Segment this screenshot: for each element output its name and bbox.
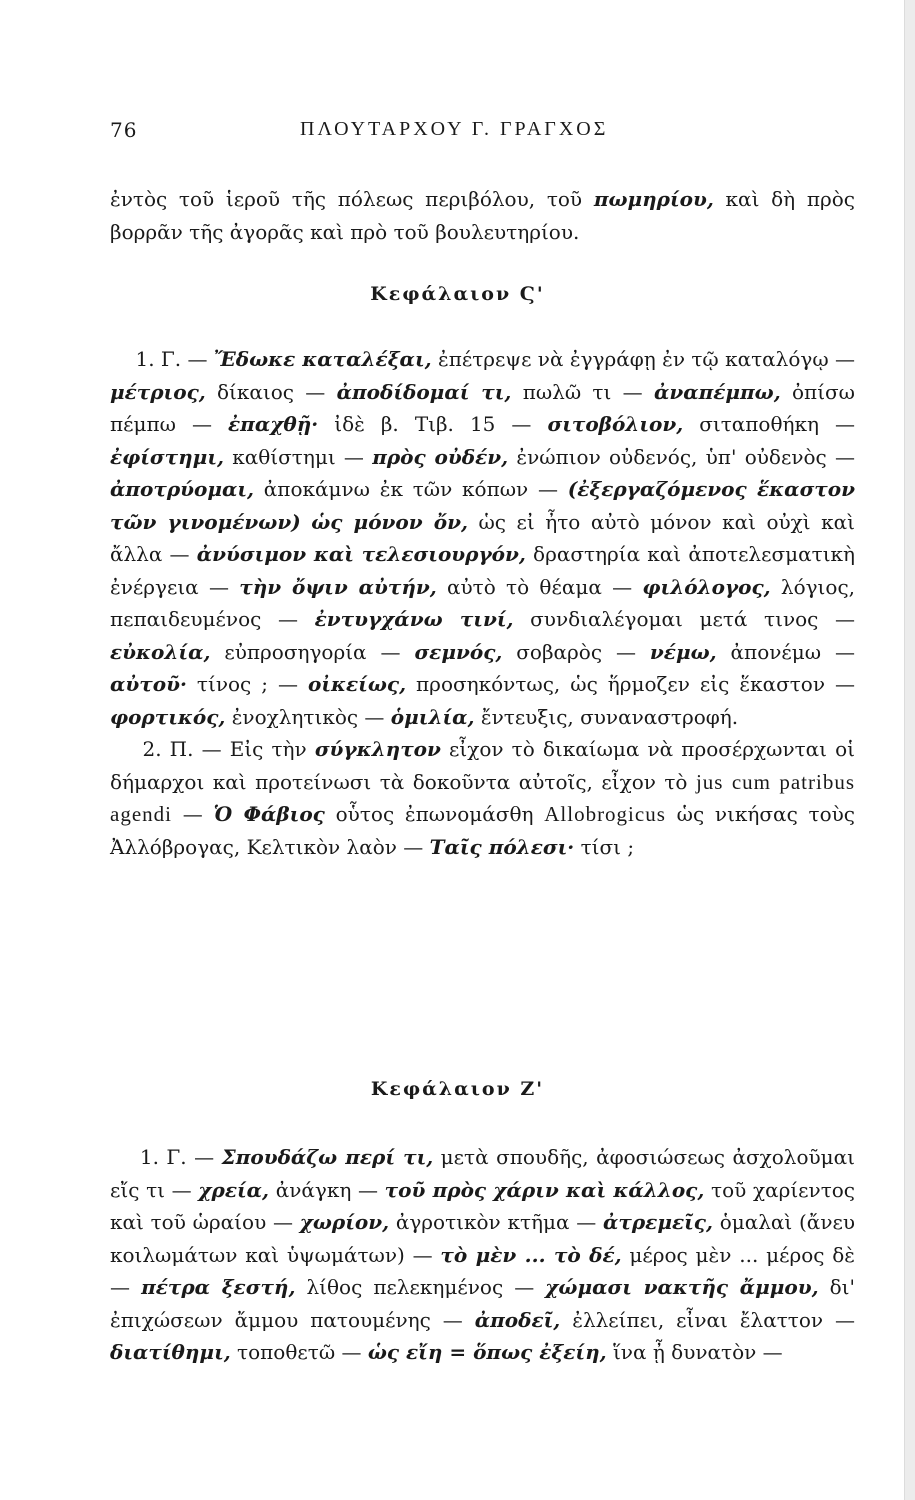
text: προσηκόντως, ὡς ἥρμοζεν εἰς ἕκαστον — [406, 672, 856, 696]
text: ἐπέτρεψε νὰ ἐγγράφῃ ἐν τῷ καταλόγῳ — [431, 347, 856, 371]
chapter-7-body [110, 1141, 855, 1369]
glossed-term: ἐφίστημι, [110, 444, 224, 469]
paragraph [110, 343, 855, 733]
glossed-term: ἀναπέμπω, [653, 379, 781, 404]
glossed-term: νέμω, [649, 639, 717, 664]
text: ἰδὲ β. Τιβ. 15 — [318, 412, 548, 436]
text: τοποθετῶ — [230, 1340, 368, 1364]
text: οὗτος ἐπωνομάσθη [324, 802, 545, 826]
glossed-term: Σπουδάζω περί τι, [221, 1145, 434, 1169]
text: τίνος ; — [186, 672, 308, 696]
glossed-term: ἀνύσιμον καὶ τελεσιουργόν, [196, 542, 526, 566]
text: — [171, 802, 214, 826]
text: ἀγροτικὸν κτῆμα — [389, 1210, 604, 1234]
chapter-heading: Κεφάλαιον Ϛ' [370, 283, 545, 305]
glossed-term: οἰκείως, [308, 672, 407, 696]
glossed-term: σύγκλητον [314, 737, 441, 761]
text: ἐλλείπει, εἶναι ἔλαττον — [560, 1307, 856, 1332]
text: ἵνα ᾖ δυνατὸν — [606, 1340, 783, 1364]
text: λόγιος, πεπαιδευμένος — [110, 574, 856, 631]
glossed-term: φορτικός, [110, 704, 226, 729]
text: σιταποθήκη — [683, 412, 855, 436]
glossed-term: ἀποδεῖ, [474, 1307, 561, 1332]
text: ὁμαλαὶ (ἄνευ κοιλωμάτων καὶ ὑψωμάτων) — [110, 1210, 855, 1267]
text: ἐνοχλητικὸς — [225, 704, 391, 729]
glossed-term: Ἔδωκε καταλέξαι, [213, 347, 432, 371]
text: συνδιαλέγομαι μετά τινος — [513, 607, 855, 631]
text: ἐνώπιον οὐδενός, ὑπ' οὐδενὸς — [508, 444, 855, 469]
text: ἀποκάμνω ἐκ τῶν κόπων — [254, 477, 568, 501]
text: 2. Π. — Εἰς τὴν [142, 737, 315, 761]
latin-phrase: jus cum patribus agendi [110, 769, 855, 826]
page-number: 76 [110, 118, 138, 142]
text: τίσι ; [574, 834, 635, 859]
text: δίκαιος — [205, 379, 337, 404]
page-edge [904, 0, 915, 1500]
text: ἔντευξις, συναναστροφή. [474, 704, 739, 729]
page-header [110, 118, 855, 154]
glossed-term: ὡς εἴη = ὅπως ἐξείη, [367, 1340, 607, 1364]
paragraph [110, 733, 855, 863]
glossed-term: πωμηρίου, [593, 187, 714, 211]
glossed-term: ἀποδίδομαί τι, [336, 379, 512, 404]
text: αὐτὸ τὸ θέαμα — [436, 574, 643, 599]
glossed-term: χρεία, [198, 1177, 270, 1202]
intro-paragraph [110, 183, 855, 248]
latin-phrase: Allobrogicus [544, 802, 666, 826]
text: δραστηρία καὶ ἀποτελεσματικὴ ἐνέργεια — [110, 542, 856, 599]
glossed-term: ὁμιλία, [390, 704, 475, 729]
glossed-term: διατίθημι, [110, 1340, 231, 1364]
paragraph [110, 1141, 855, 1369]
text: δι' ἐπιχώσεων ἄμμου πατουμένης — [110, 1275, 856, 1332]
chapter-6-body [110, 343, 855, 863]
text: ἀνάγκη — [269, 1177, 385, 1202]
running-title: ΠΛΟΥΤΑΡΧΟΥ Γ. ΓΡΑΓΧΟΣ [300, 118, 609, 140]
glossed-term: (ἐξεργαζόμενος ἕκαστον τῶν γινομένων) [110, 477, 855, 534]
glossed-term: πρὸς οὐδέν, [372, 444, 509, 469]
glossed-term: σιτοβόλιον, [547, 412, 684, 436]
glossed-term: αὐτοῦ· [110, 672, 187, 696]
glossed-term: φιλόλογος, [642, 574, 771, 599]
text: λίθος πελεκημένος — [295, 1275, 546, 1299]
text: ὀπίσω πέμπω — [110, 379, 855, 436]
text: πωλῶ τι — [511, 379, 654, 404]
glossed-term: ὡς μόνον ὄν, [311, 509, 468, 534]
glossed-term: μέτριος, [110, 379, 206, 404]
text: 1. Γ. — [135, 347, 214, 371]
text: ἀπονέμω — [716, 639, 855, 664]
glossed-term: πέτρα ξεστή, [141, 1275, 296, 1299]
text: καθίστημι — [223, 444, 373, 469]
glossed-term: ἀποτρύομαι, [110, 477, 255, 501]
glossed-term: τὸ μὲν ... τὸ δέ, [440, 1242, 622, 1267]
text: ὡς εἰ ἦτο αὐτὸ μόνον καὶ οὐχὶ καὶ ἄλλα — [110, 509, 855, 566]
text: εὐπροσηγορία — [210, 639, 415, 664]
glossed-term: Ταῖς πόλεσι· [429, 834, 575, 859]
text: 1. Γ. — [139, 1145, 222, 1169]
glossed-term: τοῦ πρὸς χάριν καὶ κάλλος, [384, 1177, 705, 1202]
text [301, 510, 312, 534]
text: σοβαρὸς — [502, 639, 650, 664]
glossed-term: εὐκολία, [110, 639, 211, 664]
text: καὶ δὴ πρὸς βορρᾶν τῆς ἀγορᾶς καὶ πρὸ τοῦ βουλευτηρίου. [110, 187, 856, 244]
text: ἐντὸς τοῦ ἱεροῦ τῆς πόλεως περιβόλου, τοῦ [110, 187, 594, 211]
glossed-term: ἀτρεμεῖς, [603, 1210, 713, 1234]
text: ὡς νικήσας τοὺς Ἀλλόβρογας, Κελτικὸν λαὸν — [110, 802, 855, 859]
chapter-heading: Κεφάλαιον Ζ' [370, 1078, 545, 1100]
glossed-term: ἐπαχθῇ· [228, 412, 319, 436]
text: μέρος μὲν ... μέρος δὲ — [110, 1242, 856, 1299]
text: τοῦ χαρίεντος καὶ τοῦ ὡραίου — [110, 1177, 856, 1234]
text: εἶχον τὸ δικαίωμα νὰ προσέρχωνται οἱ δήμαρχοι καὶ προτείνωσι τὰ δοκοῦντα αὐτοῖς, εἶχον τὸ [110, 737, 856, 794]
glossed-term: σεμνός, [414, 639, 503, 664]
glossed-term: τὴν ὄψιν αὐτήν, [239, 574, 437, 599]
glossed-term: χωρίον, [299, 1210, 390, 1234]
glossed-term: χώμασι νακτῆς ἄμμου, [545, 1275, 819, 1299]
glossed-term: Ὁ Φάβιος [213, 802, 325, 826]
text: μετὰ σπουδῆς, ἀφοσιώσεως ἀσχολοῦμαι εἴς τι — [110, 1145, 856, 1202]
glossed-term: ἐντυγχάνω τινί, [314, 607, 514, 631]
